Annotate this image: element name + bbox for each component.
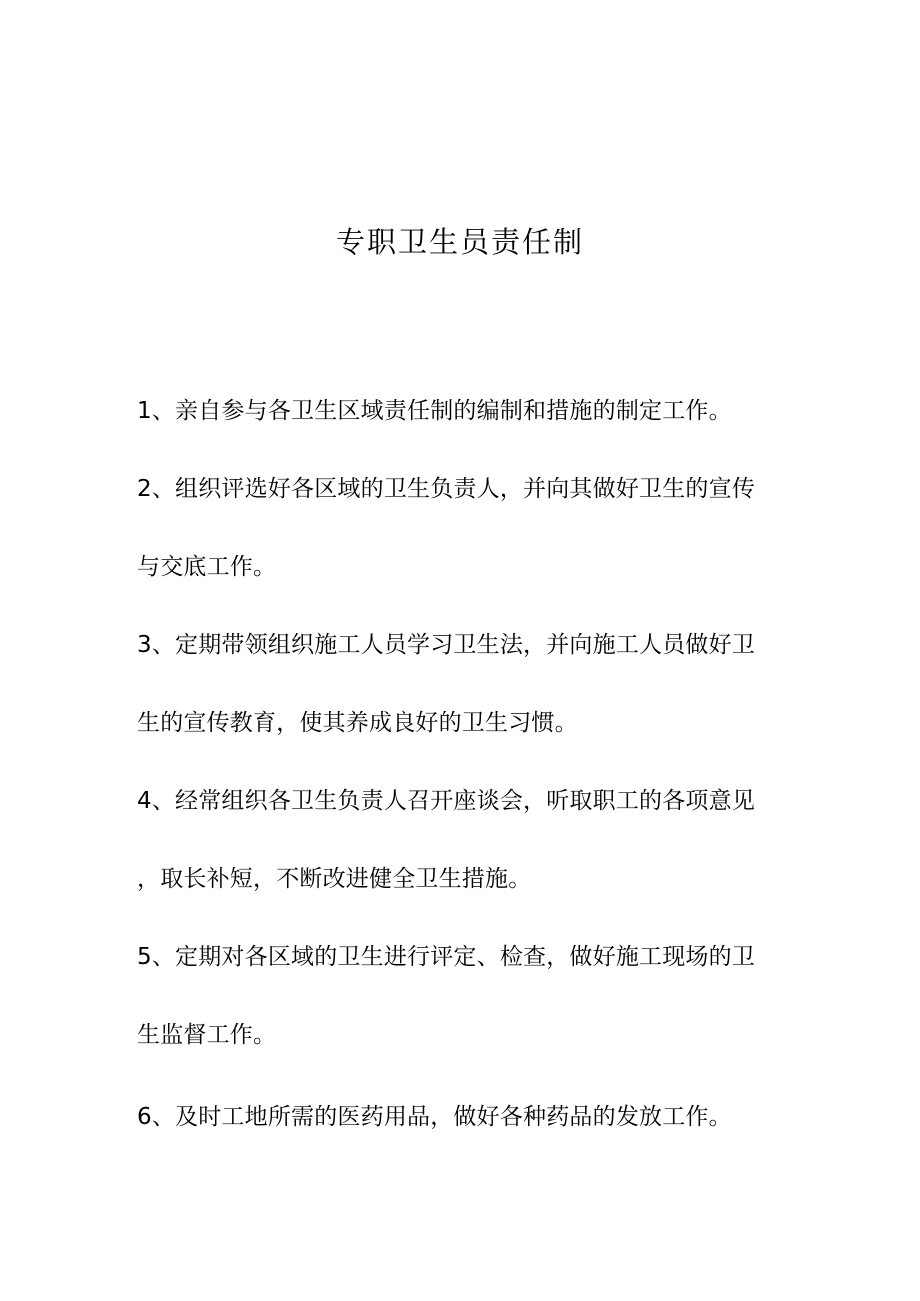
list-item-5: 5、定期对各区域的卫生进行评定、检查，做好施工现场的卫生监督工作。 <box>137 944 756 1048</box>
list-item-6: 6、及时工地所需的医药用品，做好各种药品的发放工作。 <box>137 1104 732 1130</box>
page-title: 专职卫生员责任制 <box>335 225 584 259</box>
list-item-3: 3、定期带领组织施工人员学习卫生法，并向施工人员做好卫生的宣传教育，使其养成良好的卫生习惯。 <box>137 632 756 736</box>
list-item-4: 4、经常组织各卫生负责人召开座谈会，听取职工的各项意见，取长补短，不断改进健全卫生措施。 <box>137 788 756 892</box>
list-item-2: 2、组织评选好各区域的卫生负责人，并向其做好卫生的宣传与交底工作。 <box>137 476 756 580</box>
list-item-1: 1、亲自参与各卫生区域责任制的编制和措施的制定工作。 <box>137 398 732 424</box>
responsibility-list <box>137 372 777 1156</box>
